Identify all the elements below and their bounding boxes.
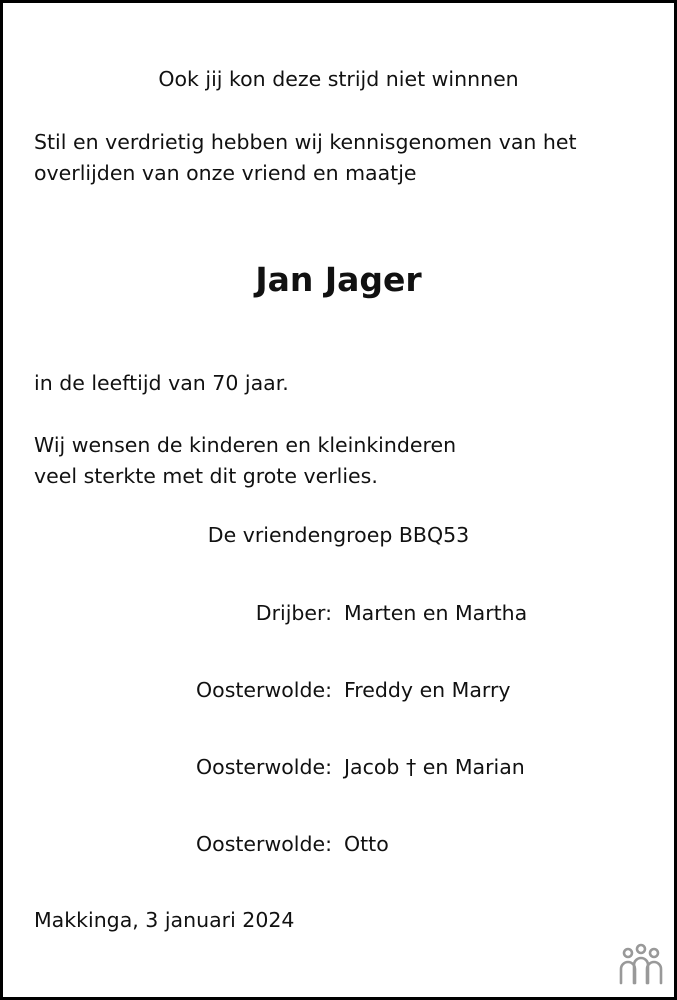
member-names: Otto <box>344 832 389 856</box>
wish-line-2: veel sterkte met dit grote verlies. <box>34 464 378 488</box>
member-names: Marten en Martha <box>344 601 528 625</box>
member-names: Freddy en Marry <box>344 678 511 702</box>
member-place: Drijber: <box>255 601 332 625</box>
opening-line: Ook jij kon deze strijd niet winnnen <box>158 67 519 91</box>
deceased-name: Jan Jager <box>255 260 422 299</box>
intro-line-1: Stil en verdrietig hebben wij kennisgenomen van het <box>34 130 577 154</box>
wish-line-1: Wij wensen de kinderen en kleinkinderen <box>34 433 457 457</box>
member-place: Oosterwolde: <box>196 678 332 702</box>
age-line: in de leeftijd van 70 jaar. <box>34 371 289 395</box>
member-place: Oosterwolde: <box>196 755 332 779</box>
people-group-icon <box>616 943 666 987</box>
group-name: De vriendengroep BBQ53 <box>207 523 470 547</box>
place-date: Makkinga, 3 januari 2024 <box>34 908 295 932</box>
member-place: Oosterwolde: <box>196 832 332 856</box>
intro-line-2: overlijden van onze vriend en maatje <box>34 161 417 185</box>
member-names: Jacob † en Marian <box>344 755 525 779</box>
